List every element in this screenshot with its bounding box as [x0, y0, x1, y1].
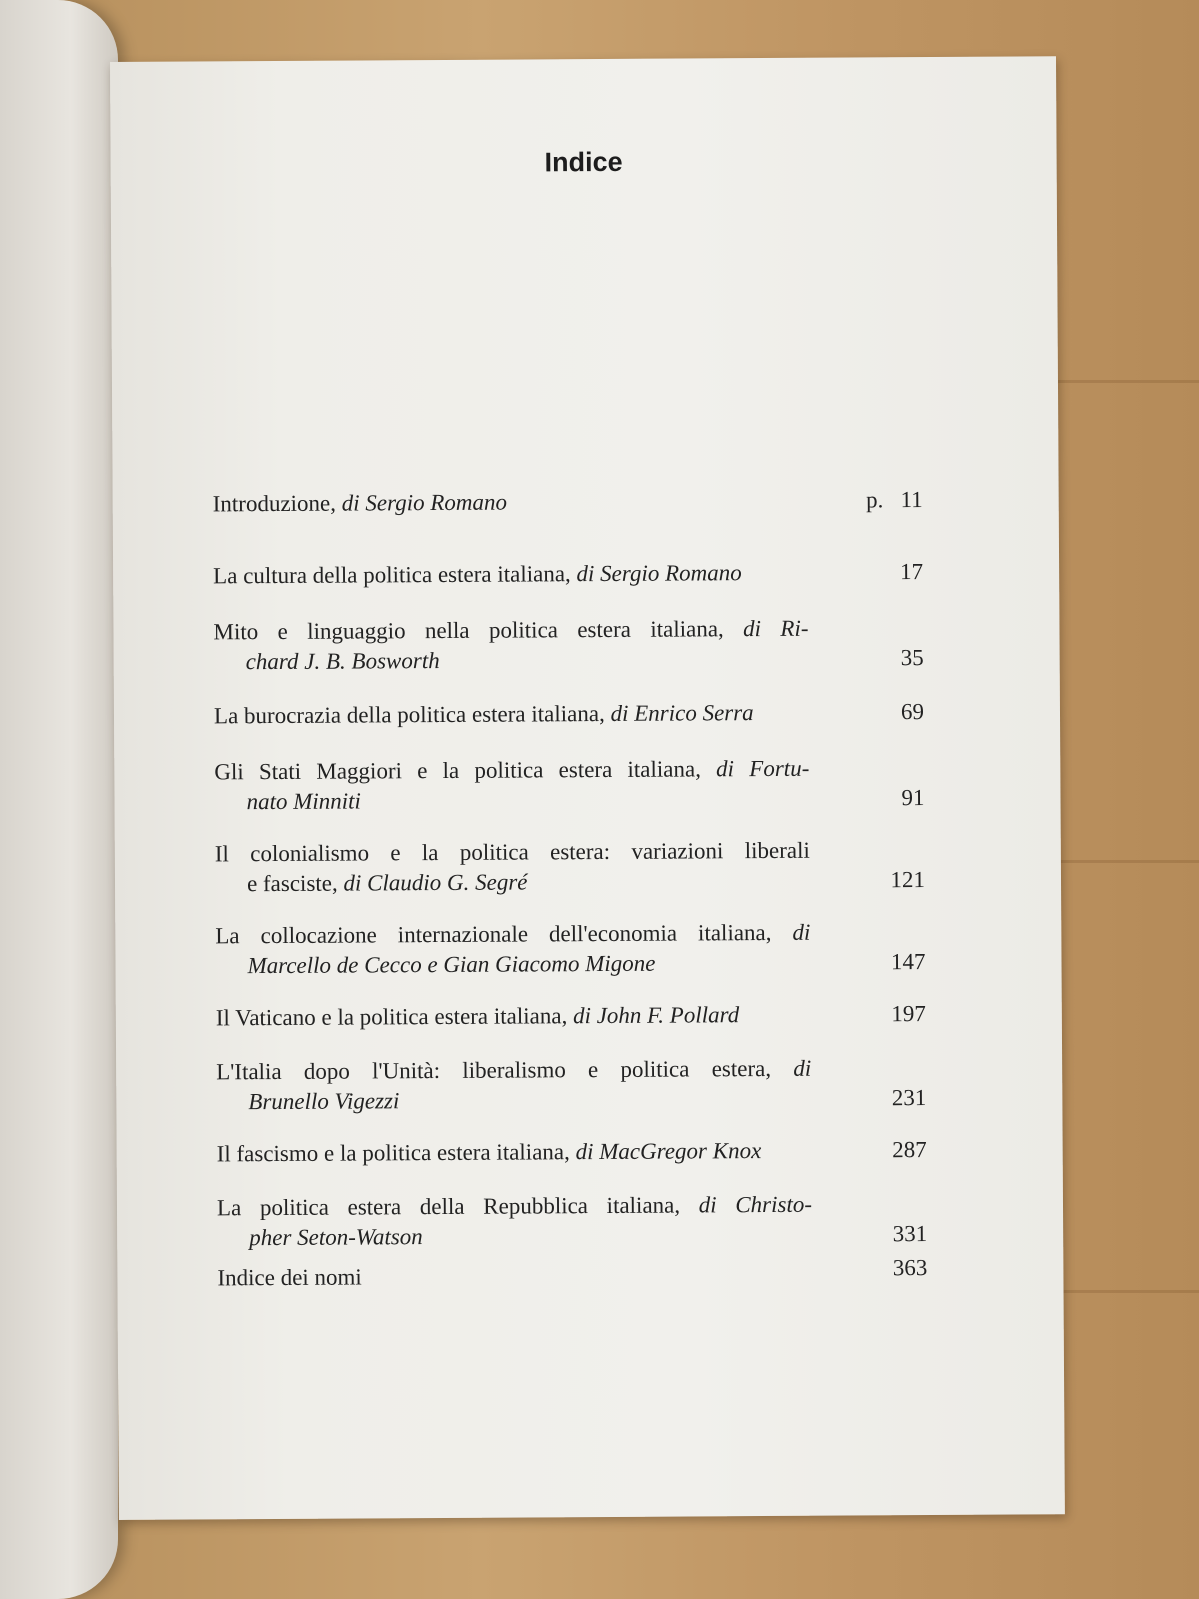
toc-entry-title	[216, 999, 926, 1033]
entry-author: pher Seton-Watson	[249, 1224, 423, 1251]
toc-entry	[213, 557, 923, 591]
entry-author: di Sergio Romano	[576, 560, 742, 587]
entry-author: di Sergio Romano	[341, 489, 508, 516]
toc-entry-line-1	[215, 835, 925, 869]
toc-entry-title	[217, 1135, 927, 1169]
entry-title-text: Il fascismo e la politica estera italiana,	[216, 1139, 576, 1167]
toc-entry-line-2	[217, 1219, 927, 1253]
toc-entry-line-2	[214, 783, 924, 817]
entry-title-text: Mito e linguaggio nella politica estera italiana,	[213, 616, 744, 645]
toc-entry-line-2	[216, 1083, 926, 1117]
toc-entry-title	[213, 557, 923, 591]
toc-entry-title: Indice dei nomi	[217, 1264, 362, 1291]
entry-title-text: La cultura della politica estera italiana,	[213, 561, 577, 589]
toc-entry	[213, 485, 923, 519]
page-value: 11	[900, 487, 923, 513]
toc-page-number: 17	[900, 559, 924, 585]
entry-title-text: Gli Stati Maggiori e la politica estera italiana,	[214, 756, 717, 785]
entry-author: di	[793, 1055, 812, 1081]
entry-title-text: L'Italia dopo l'Unità: liberalismo e politica estera,	[216, 1055, 794, 1085]
toc-entry-line-2	[215, 865, 925, 899]
toc-entry	[217, 1255, 928, 1293]
toc-entry	[216, 999, 926, 1033]
entry-title-text: Il Vaticano e la politica estera italiana,	[215, 1003, 574, 1031]
page-prefix: p.	[865, 487, 884, 513]
entry-title-text: e fasciste,	[246, 870, 344, 897]
toc-entry-line-1	[214, 753, 924, 787]
toc-entry	[213, 613, 923, 677]
toc-entry-title	[214, 697, 924, 731]
toc-page-number: 363	[892, 1255, 928, 1281]
entry-author: di Claudio G. Segré	[343, 869, 528, 896]
left-page-edge	[0, 0, 118, 1599]
entry-author: Marcello de Cecco e Gian Giacomo Migone	[247, 950, 656, 979]
toc-entry	[217, 1135, 927, 1169]
toc-entry-line-1	[215, 917, 925, 951]
toc-page-number: 331	[892, 1221, 928, 1247]
toc-page-number: 231	[891, 1085, 927, 1111]
toc-entry-line-1	[217, 1189, 927, 1223]
entry-author: nato Minniti	[246, 788, 361, 815]
toc-page-number: 69	[900, 699, 925, 725]
toc-entry-line-2	[215, 947, 925, 981]
entry-title-text: La collocazione internazionale dell'economia italiana,	[215, 919, 793, 949]
toc-entry	[214, 753, 924, 817]
entry-title-text: Il colonialismo e la politica estera: variazioni liberali	[214, 837, 810, 867]
toc-page-number	[866, 485, 923, 515]
book-page	[110, 56, 1065, 1520]
entry-author: di Ri-	[743, 615, 809, 642]
toc-page-number: 147	[890, 949, 926, 975]
toc-page-number: 91	[901, 785, 925, 811]
entry-author: di Enrico Serra	[610, 700, 754, 726]
entry-author: di	[792, 919, 811, 945]
toc-entry	[217, 1189, 927, 1253]
entry-title-text: La burocrazia della politica estera italiana,	[213, 700, 611, 729]
toc-page-number: 197	[891, 1001, 926, 1027]
toc-entry-line-1	[216, 1053, 926, 1087]
toc-page-number: 287	[892, 1137, 927, 1163]
entry-author: di Fortu-	[716, 755, 810, 782]
entry-title-text: La politica estera della Repubblica italiana,	[216, 1192, 699, 1221]
toc-entry	[215, 835, 925, 899]
toc-entry	[216, 1053, 926, 1117]
page-title: Indice	[544, 146, 623, 178]
toc-entry-title	[213, 485, 923, 519]
entry-title-text: Introduzione,	[212, 490, 342, 517]
toc-entry-line-1	[213, 613, 923, 647]
table-of-contents	[213, 485, 928, 1293]
toc-page-number: 121	[890, 867, 926, 893]
toc-page-number: 35	[900, 645, 924, 671]
toc-entry	[215, 917, 925, 981]
entry-author: di Christo-	[698, 1191, 813, 1218]
entry-author: Brunello Vigezzi	[248, 1088, 400, 1115]
toc-entry-line-2	[214, 643, 924, 677]
toc-entry	[214, 697, 924, 731]
entry-author: di John F. Pollard	[572, 1002, 740, 1029]
entry-author: chard J. B. Bosworth	[245, 647, 440, 675]
entry-author: di MacGregor Knox	[575, 1138, 762, 1165]
